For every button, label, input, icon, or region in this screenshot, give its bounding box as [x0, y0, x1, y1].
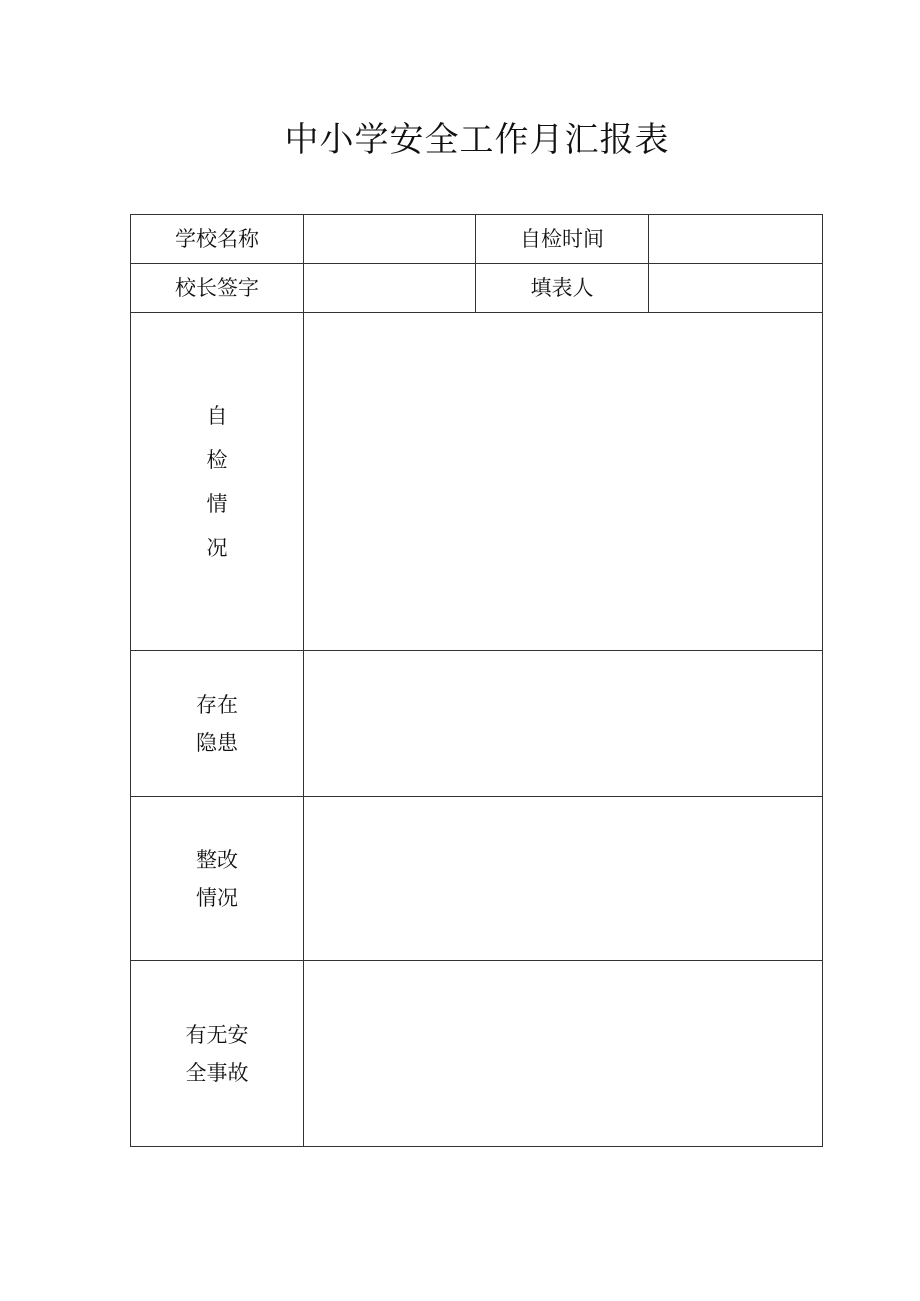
school-name-field[interactable]: [304, 215, 476, 264]
rectification-row: [131, 797, 823, 961]
hazards-row: [131, 651, 823, 797]
accidents-label-line: 全事故: [185, 1060, 249, 1085]
principal-row: [131, 264, 823, 313]
form-filler-label: 填表人: [476, 264, 649, 313]
accidents-row: [131, 961, 823, 1147]
self-check-label-char: 况: [206, 535, 228, 560]
principal-signature-field[interactable]: [304, 264, 476, 313]
accidents-label-line: 有无安: [185, 1022, 249, 1047]
form-title: 中小学安全工作月汇报表: [284, 120, 670, 160]
self-check-content-field[interactable]: [304, 313, 823, 651]
school-name-row: [131, 215, 823, 264]
self-check-label-char: 检: [206, 447, 228, 472]
hazards-content-field[interactable]: [304, 651, 823, 797]
rectification-label-line: 情况: [196, 885, 238, 910]
form-filler-field[interactable]: [649, 264, 823, 313]
self-check-row: [131, 313, 823, 651]
check-time-label: 自检时间: [476, 215, 649, 264]
school-name-label: 学校名称: [131, 215, 304, 264]
check-time-field[interactable]: [649, 215, 823, 264]
self-check-label: [131, 313, 304, 651]
rectification-content-field[interactable]: [304, 797, 823, 961]
principal-signature-label: 校长签字: [131, 264, 304, 313]
rectification-label-line: 整改: [196, 847, 238, 872]
self-check-label-char: 情: [206, 491, 228, 516]
accidents-content-field[interactable]: [304, 961, 823, 1147]
self-check-label-char: 自: [206, 403, 228, 428]
hazards-label-line: 存在: [196, 692, 238, 717]
accidents-label: [131, 961, 304, 1147]
hazards-label-line: 隐患: [196, 730, 238, 755]
rectification-label: [131, 797, 304, 961]
report-form-table: [130, 214, 823, 1147]
hazards-label: [131, 651, 304, 797]
